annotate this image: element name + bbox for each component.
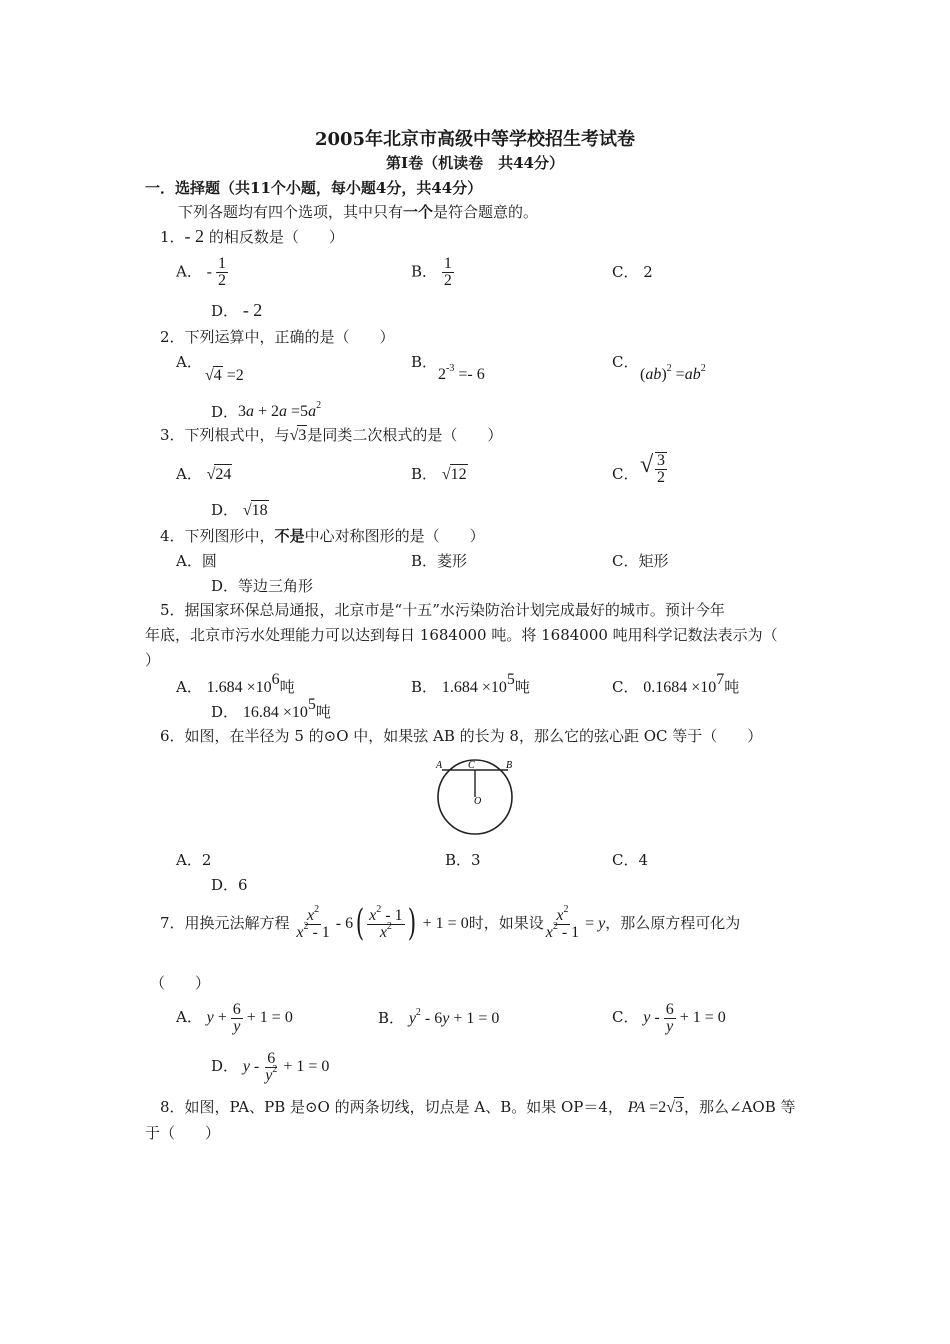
q4-option-c: C．矩形	[612, 552, 669, 570]
label-a: A	[436, 760, 443, 771]
q2-option-c: $(ab)^2 =ab^2$	[640, 363, 706, 383]
q2-option-b-label: B．	[411, 353, 438, 371]
label-c: C	[468, 760, 475, 771]
q6-circle-figure	[428, 756, 524, 838]
q7-option-b: B． $y^2 - 6y + 1 = 0$	[378, 1007, 500, 1027]
question-5-line2: 年底，北京市污水处理能力可以达到每日 1684000 吨。将 1684000 吨用科学记数法表示为（	[145, 626, 778, 644]
question-5-line1: 5．据国家环保总局通报，北京市是“十五”水污染防治计划完成最好的城市。预计今年	[160, 601, 725, 619]
label-o: O	[474, 796, 482, 807]
label-b: B	[506, 760, 513, 771]
page-subtitle: 第Ⅰ卷（机读卷 共44分）	[386, 154, 564, 172]
q2-option-c-label: C．	[612, 353, 639, 371]
q3-option-a: A． √24	[176, 465, 232, 483]
q6-option-c: C．4	[612, 851, 649, 869]
q6-option-b: B．3	[445, 851, 481, 869]
q6-option-a: A．2	[176, 851, 212, 869]
q3-option-c: $\frac{3}{2}$	[657, 452, 665, 486]
question-3: 3．下列根式中，与√3是同类二次根式的是（ ）	[160, 426, 503, 444]
q7-option-a: A． y + $\frac{6}{y}$ + 1 = 0	[176, 1000, 293, 1035]
q1-option-a: A． - $\frac{1}{2}$	[176, 255, 226, 289]
q2-option-d: $3a + 2a =5a^2$	[238, 400, 322, 420]
q6-option-d: D．6	[211, 876, 248, 894]
question-6: 6．如图，在半径为 5 的⊙O 中，如果弦 AB 的长为 8，那么它的弦心距 OC 等于（ ）	[160, 727, 763, 745]
q5-option-a: A． $1.684 \times 10^6$吨	[176, 671, 295, 696]
q5-option-b: B． $1.684 \times 10^5$吨	[411, 671, 530, 696]
q4-option-b: B．菱形	[411, 552, 468, 570]
q3-option-c-label: C．	[612, 465, 639, 483]
q2-option-a: √4 =2	[205, 367, 244, 384]
q2-option-a-label: A．	[176, 353, 202, 371]
q4-option-d: D．等边三角形	[211, 577, 314, 595]
question-8-line1: 8．如图，PA、PB 是⊙O 的两条切线，切点是 A、B。如果 OP＝4， PA =2√3，那么∠AOB 等	[160, 1098, 796, 1116]
q4-option-a: A．圆	[176, 552, 217, 570]
q5-option-c: C． $0.1684 \times 10^7$吨	[612, 671, 740, 696]
q3-option-b: B． √12	[411, 465, 467, 483]
q1-option-b: B． $\frac{1}{2}$	[411, 255, 452, 289]
q3-option-d: D． √18	[211, 501, 268, 519]
question-1: 1．- 2 的相反数是（ ）	[160, 226, 344, 246]
q1-option-c: C． 2	[612, 263, 653, 281]
q7-paren: （ ）	[150, 974, 211, 992]
q7-option-d: D． y - $\frac{6}{y^2}$ + 1 = 0	[211, 1049, 330, 1084]
q2-option-b: $2^{-3} =- 6$	[438, 363, 485, 383]
question-8-line2: 于（ ）	[145, 1124, 221, 1142]
question-7: 7．用换元法解方程 $\frac{x^2}{x^2 - 1}$ - 6( $\frac{x^2 - 1}{x^2}$ ) + 1 = 0时，如果设 $\frac{x^2}{x^2 - 1}$ = y，那么原方程可化为	[160, 903, 741, 944]
q2-option-d-label: D．	[211, 403, 239, 421]
question-5-line3: ）	[145, 651, 161, 669]
q1-option-d: D． - 2	[211, 300, 263, 320]
question-2: 2．下列运算中，正确的是（ ）	[160, 328, 395, 346]
q7-option-c: C． y - $\frac{6}{y}$ + 1 = 0	[612, 1000, 726, 1035]
question-4: 4．下列图形中，不是中心对称图形的是（ ）	[160, 527, 485, 545]
q3-option-c-radical: √	[640, 452, 654, 478]
page-title: 2005年北京市高级中等学校招生考试卷	[314, 129, 636, 150]
intro-text: 下列各题均有四个选项，其中只有一个是符合题意的。	[178, 203, 539, 221]
section-heading: 一．选择题（共11个小题，每小题4分，共44分）	[145, 179, 483, 197]
q5-option-d: D． $16.84 \times 10^5$吨	[211, 696, 331, 721]
